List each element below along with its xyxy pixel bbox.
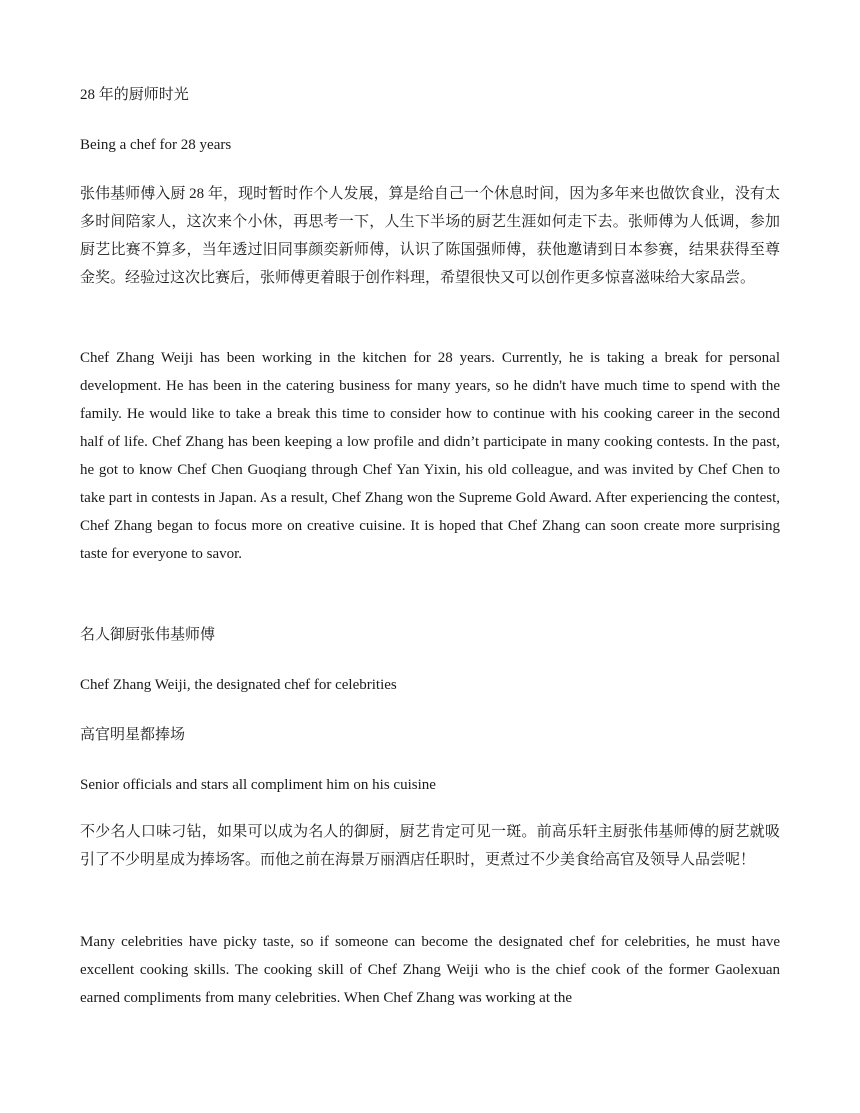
section-subheading-english: Senior officials and stars all compliment him on his cuisine (80, 777, 436, 793)
section-subheading-chinese: 高官明星都捧场 (80, 727, 186, 743)
paragraph-chinese: 张伟基师傅入厨 28 年，现时暂时作个人发展，算是给自己一个休息时间，因为多年来也做饮食业，没有太多时间陪家人，这次来个小休，再思考一下，人生下半场的厨艺生涯如何走下去。张师傅为人低调，参加厨艺比赛不算多，当年透过旧同事颜奕新师傅，认识了陈国强师傅，获他邀请到日本参赛，结果获得至尊金奖。经验过这次比赛后，张师傅更着眼于创作料理，希望很快又可以创作更多惊喜滋味给大家品尝。 (80, 186, 780, 286)
section-heading-chinese: 名人御厨张伟基师傅 (80, 627, 216, 643)
section-heading-chinese: 28 年的厨师时光 (80, 87, 189, 103)
paragraph-english: Many celebrities have picky taste, so if someone can become the designated chef for celebrities, he must have excellent cooking skills. The cooking skill of Chef Zhang Weiji who is the chief cook of the former Gaolexuan earned compliments from many celebrities. When Chef Zhang was working at the (80, 934, 780, 1006)
paragraph-english: Chef Zhang Weiji has been working in the kitchen for 28 years. Currently, he is taking a break for personal development. He has been in the catering business for many years, so he didn't have much time to spend with the family. He would like to take a break this time to consider how to continue with his cooking career in the second half of life. Chef Zhang has been keeping a low profile and didn’t participate in many cooking contests. In the past, he got to know Chef Chen Guoqiang through Chef Yan Yixin, his old colleague, and was invited by Chef Chen to take part in contests in Japan. As a result, Chef Zhang won the Supreme Gold Award. After experiencing the contest, Chef Zhang began to focus more on creative cuisine. It is hoped that Chef Zhang can soon create more surprising taste for everyone to savor. (80, 350, 780, 562)
paragraph-chinese: 不少名人口味刁钻，如果可以成为名人的御厨，厨艺肯定可见一斑。前高乐轩主厨张伟基师傅的厨艺就吸引了不少明星成为捧场客。而他之前在海景万丽酒店任职时，更煮过不少美食给高官及领导人品尝呢！ (80, 824, 780, 868)
section-heading-english: Chef Zhang Weiji, the designated chef for celebrities (80, 677, 397, 693)
section-heading-english: Being a chef for 28 years (80, 137, 232, 153)
